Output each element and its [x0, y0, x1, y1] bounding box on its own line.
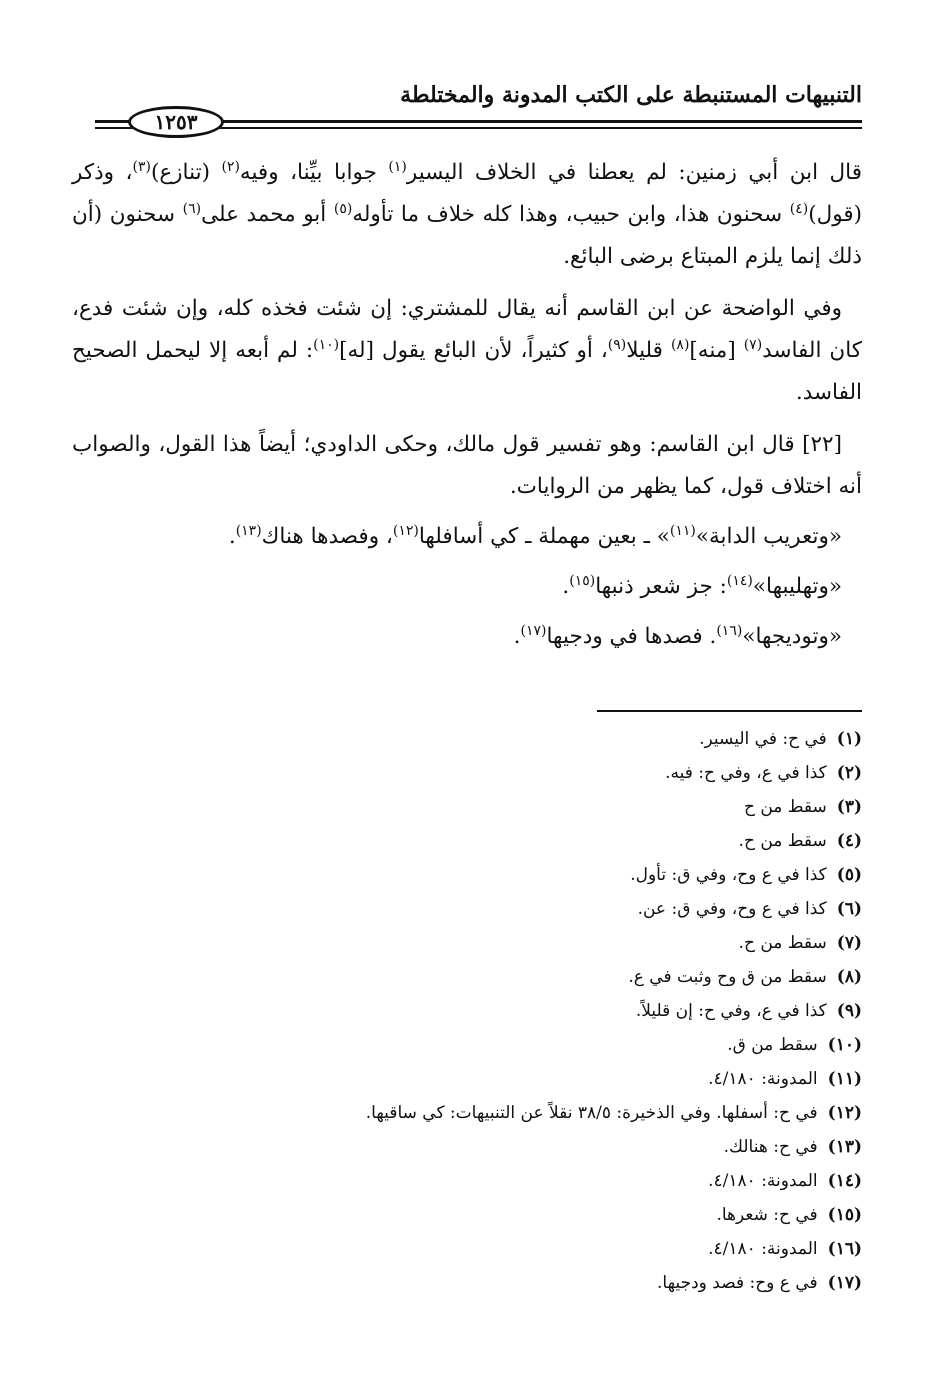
footnote-ref: (١١): [669, 522, 696, 539]
footnote-separator: [597, 710, 862, 712]
text-run: .: [513, 624, 521, 649]
footnote-text: سقط من ح: [743, 797, 827, 817]
footnote-number: (٦): [836, 899, 862, 919]
text-run: «وتهليبها»: [752, 574, 842, 599]
footnote-ref: (١٣): [235, 522, 262, 539]
entry-1: [72, 516, 862, 558]
text-run: أبو محمد على: [201, 202, 334, 227]
text-run: .: [228, 524, 236, 549]
footnote-ref: (٢): [221, 158, 240, 175]
text-run: ، وذكر (قول): [72, 160, 862, 227]
footnote-item: [72, 994, 862, 1028]
footnote-text: كذا في ع، وفي ح: فيه.: [665, 763, 827, 783]
running-title: التنبيهات المستنبطة على الكتب المدونة والمختلطة: [400, 82, 862, 108]
footnote-text: سقط من ق.: [727, 1035, 818, 1055]
footnote-number: (١٦): [827, 1239, 862, 1259]
text-run: سحنون هذا، وابن حبيب، وهذا كله خلاف ما تأوله: [352, 202, 790, 227]
paragraph-1: [72, 152, 862, 278]
footnote-number: (١٠): [827, 1035, 862, 1055]
footnote-text: في ح: شعرها.: [716, 1205, 818, 1225]
footnote-ref: (١٧): [520, 622, 547, 639]
footnote-text: كذا في ع، وفي ح: إن قليلاً.: [635, 1001, 827, 1021]
paragraph-3: [٢٢] قال ابن القاسم: وهو تفسير قول مالك، وحكى الداودي؛ أيضاً هذا القول، والصواب أنه اختلاف قول، كما يظهر من الروايات.: [72, 432, 862, 499]
footnote-number: (١): [836, 729, 862, 749]
footnote-ref: (٥): [333, 200, 353, 217]
text-run: (تنازع): [150, 160, 222, 185]
footnote-item: [72, 1198, 862, 1232]
footnote-item: [72, 1096, 862, 1130]
footnote-text: المدونة: ٤/١٨٠.: [708, 1171, 818, 1191]
text-run: سحنون (أن ذلك إنما يلزم المبتاع برضى البائع.: [72, 202, 862, 269]
text-run: » ـ بعين مهملة ـ كي أسافلها: [418, 524, 670, 549]
footnote-ref: (٧): [743, 336, 763, 353]
footnote-text: المدونة: ٤/١٨٠.: [708, 1069, 818, 1089]
footnote-text: المدونة: ٤/١٨٠.: [708, 1239, 818, 1259]
footnote-number: (١٤): [827, 1171, 862, 1191]
footnote-item: [72, 722, 862, 756]
footnote-text: في ح: أسفلها. وفي الذخيرة: ٣٨/٥ نقلاً عن التنبيهات: كي ساقيها.: [365, 1103, 818, 1123]
text-run: . فصدها في ودجيها: [546, 624, 717, 649]
footnote-ref: (١٤): [726, 572, 753, 589]
text-run: : جز شعر ذنبها: [595, 574, 727, 599]
footnote-item: [72, 1028, 862, 1062]
text-run: .: [562, 574, 570, 599]
footnote-number: (٨): [836, 967, 862, 987]
footnote-ref: (٩): [607, 336, 627, 353]
footnote-ref: (٨): [670, 336, 690, 353]
page-number: ١٢٥٣: [128, 106, 224, 138]
footnote-text: سقط من ح.: [738, 831, 827, 851]
footnote-text: سقط من ق وح وثبت في ع.: [628, 967, 827, 987]
footnote-number: (٧): [836, 933, 862, 953]
footnote-ref: (٤): [789, 200, 809, 217]
footnote-item: [72, 824, 862, 858]
text-run: قليلا: [626, 338, 671, 363]
footnote-item: [72, 926, 862, 960]
text-run: [منه]: [689, 338, 744, 363]
footnote-item: [72, 1266, 862, 1300]
footnote-item: [72, 1232, 862, 1266]
footnote-text: في ح: هنالك.: [723, 1137, 818, 1157]
footnote-text: في ح: في اليسير.: [699, 729, 827, 749]
text-run: : لم أبعه إلا ليحمل الصحيح الفاسد.: [72, 338, 862, 405]
footnote-text: كذا في ع وح، وفي ق: عن.: [637, 899, 827, 919]
text-run: وفي الواضحة عن ابن القاسم أنه يقال للمشتري: إن شئت فخذه كله، وإن شئت فدع، كان الفاسد: [72, 296, 862, 363]
footnote-text: في ع وح: فصد ودجيها.: [657, 1273, 818, 1293]
footnote-ref: (١٢): [392, 522, 419, 539]
entry-3: [72, 616, 862, 658]
footnote-item: [72, 858, 862, 892]
footnote-item: [72, 892, 862, 926]
footnote-ref: (١٠): [313, 336, 340, 353]
text-run: «وتوديجها»: [742, 624, 842, 649]
footnote-number: (١٥): [827, 1205, 862, 1225]
footnote-number: (٤): [836, 831, 862, 851]
entry-2: [72, 566, 862, 608]
footnote-number: (١١): [827, 1069, 862, 1089]
footnote-item: [72, 1062, 862, 1096]
footnote-number: (٣): [836, 797, 862, 817]
footnote-item: [72, 790, 862, 824]
footnote-text: كذا في ع وح، وفي ق: تأول.: [630, 865, 827, 885]
footnote-ref: (١): [388, 158, 407, 175]
footnote-item: [72, 960, 862, 994]
text-run: ، أو كثيراً، لأن البائع يقول [له]: [339, 338, 608, 363]
text-run: قال ابن أبي زمنين: لم يعطنا في الخلاف اليسير: [406, 160, 862, 185]
footnote-number: (٢): [836, 763, 862, 783]
footnote-number: (٥): [836, 865, 862, 885]
footnote-text: سقط من ح.: [738, 933, 827, 953]
footnote-item: [72, 1164, 862, 1198]
footnote-ref: (١٦): [716, 622, 743, 639]
footnote-number: (١٢): [827, 1103, 862, 1123]
footnote-number: (١٣): [827, 1137, 862, 1157]
footnote-item: [72, 1130, 862, 1164]
footnote-number: (١٧): [827, 1273, 862, 1293]
text-run: «وتعريب الدابة»: [695, 524, 842, 549]
body-text: [72, 152, 862, 658]
footnote-ref: (١٥): [569, 572, 596, 589]
text-run: جوابا بيِّنا، وفيه: [239, 160, 389, 185]
footnote-list: [72, 722, 862, 1300]
text-run: ، وفصدها هناك: [261, 524, 393, 549]
footnote-ref: (٦): [182, 200, 202, 217]
footnote-number: (٩): [836, 1001, 862, 1021]
footnote-item: [72, 756, 862, 790]
footnote-ref: (٣): [132, 158, 151, 175]
paragraph-2: [72, 288, 862, 414]
